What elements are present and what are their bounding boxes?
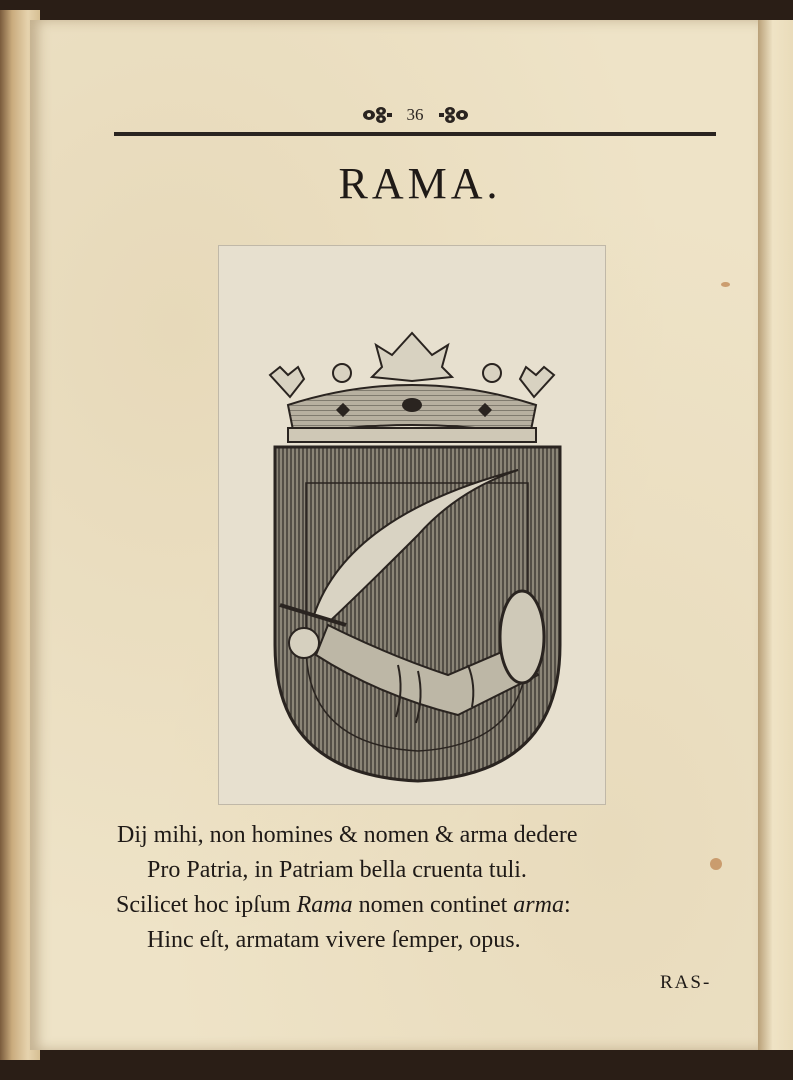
paper-stain — [710, 858, 722, 870]
verse-line-3-end: : — [563, 892, 571, 918]
coat-of-arms-plate — [218, 245, 606, 805]
page-title: RAMA. — [338, 159, 502, 208]
crown-icon — [270, 333, 554, 442]
verse-line-2: Pro Patria, in Patriam bella cruenta tuli. — [147, 857, 527, 883]
header-rule — [114, 132, 716, 136]
fleuron-right-icon — [438, 105, 470, 125]
paper-stain — [721, 282, 730, 287]
verse-line-1: Dij mihi, non homines & nomen & arma dedere — [117, 822, 578, 848]
catchword: RAS- — [660, 972, 712, 993]
verse-line-3-middle: nomen continet — [352, 892, 514, 918]
coat-of-arms-illustration — [218, 245, 606, 805]
epigram-verse — [100, 818, 740, 958]
book-right-edge — [756, 20, 793, 1050]
running-head — [345, 103, 485, 127]
verse-name-rama: Rama — [296, 892, 353, 918]
verse-line-3 — [100, 888, 740, 923]
verse-word-arma: arma — [513, 892, 564, 918]
page-number: 36 — [406, 105, 424, 124]
verse-line-3-start: Scilicet hoc ipſum — [116, 892, 297, 918]
verse-line-4: Hinc eſt, armatam vivere ſemper, opus. — [147, 927, 521, 953]
fleuron-left-icon — [361, 105, 393, 125]
